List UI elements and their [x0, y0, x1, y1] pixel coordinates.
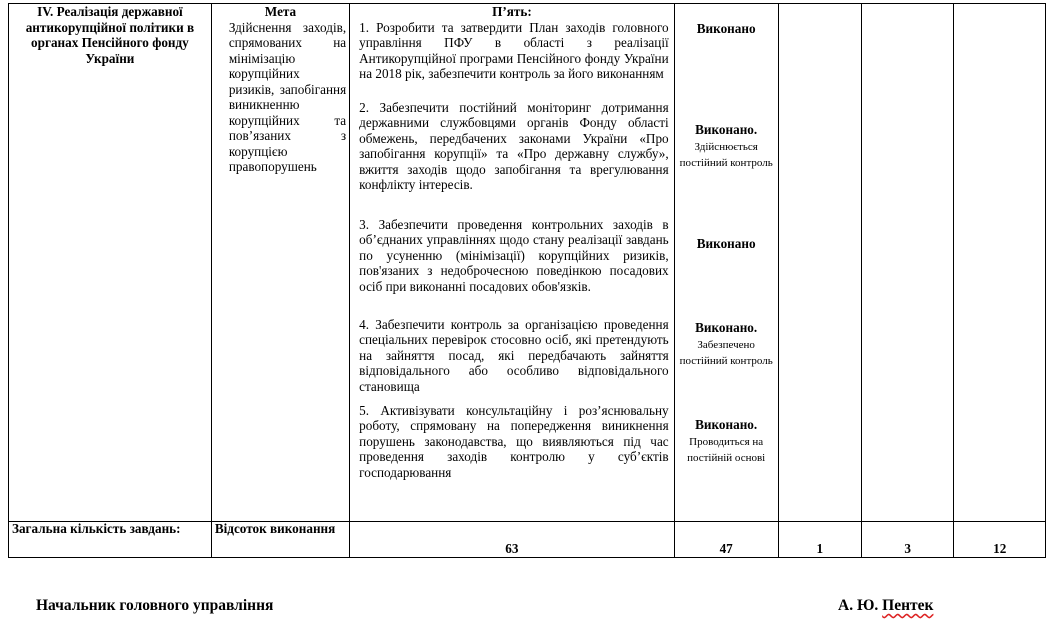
signature-initials: А. Ю. [838, 597, 883, 614]
status-5-detail: Проводиться на постійній основі [687, 436, 766, 464]
total-value-1: 63 [350, 522, 675, 558]
empty-cell-2 [861, 4, 954, 522]
total-label: Загальна кількість завдань: [12, 521, 181, 536]
status-1 [675, 21, 778, 38]
status-3 [675, 236, 778, 253]
signature-name [838, 597, 933, 615]
status-2-main: Виконано. [695, 122, 758, 137]
signature-surname: Пентек [882, 597, 934, 614]
task-2: 2. Забезпечити постійний моніторинг дотримання державними службовцями органів Фонду області обмежень, передбачених законами України «Про запобігання корупції» та «Про державну службу», вжиття заходів щодо запобігання та врегулювання конфлікту інтересів. [359, 99, 669, 192]
total-value-5: 12 [954, 522, 1046, 558]
total-value-4: 3 [861, 522, 954, 558]
section-row [9, 4, 1046, 522]
status-5 [675, 417, 778, 466]
status-2-detail: Здійснюється постійний контроль [679, 141, 773, 169]
signature-position: Начальник головного управління [36, 597, 274, 614]
empty-cell-3 [954, 4, 1046, 522]
totals-row [9, 522, 1046, 558]
empty-cell-1 [778, 4, 861, 522]
status-4 [675, 320, 778, 369]
goal-header: Мета [264, 4, 297, 19]
total-value-3: 1 [778, 522, 861, 558]
total-value-2: 47 [674, 522, 778, 558]
goal-text: Здійснення заходів, спрямованих на мінімізацію корупційних ризиків, запобігання виникненню корупційних та пов’язаних з корупцією правопорушень [228, 19, 347, 174]
task-3: 3. Забезпечити проведення контрольних заходів в об’єднаних управліннях щодо стану реалізації завдань по усуненню (мінімізації) корупційних ризиків, пов'язаних з недоброчесною поведінкою посадових осіб при виконанні посадових обов'язків. [359, 216, 669, 294]
task-5: 5. Активізувати консультаційну і роз’яснювальну роботу, спрямовану на попередження виникнення порушень законодавства, що виявляються під час проведення заходів контролю у суб’єктів господарювання [359, 402, 669, 480]
task-4: 4. Забезпечити контроль за організацією проведення спеціальних перевірок стосовно осіб, які претендують на зайняття посад, які передбачають зайняття відповідального або особливо відповідального становища [359, 316, 669, 394]
tasks-cell [350, 4, 675, 522]
task-1: 1. Розробити та затвердити План заходів головного управління ПФУ в області з реалізації Антикорупційної програми Пенсійного фонду України на 2018 рік, забезпечити контроль за його виконанням [359, 19, 669, 81]
section-title: IV. Реалізація державної антикорупційної політики в органах Пенсійного фонду України [25, 4, 195, 66]
report-table [8, 3, 1046, 558]
tasks-header: П’ять: [492, 4, 532, 19]
percent-label-cell [211, 522, 349, 558]
status-5-main: Виконано. [695, 417, 758, 432]
status-cell [674, 4, 778, 522]
status-2 [675, 122, 778, 171]
percent-label: Відсоток виконання [214, 521, 336, 536]
status-4-main: Виконано. [695, 320, 758, 335]
section-title-cell [9, 4, 212, 522]
status-4-detail: Забезпечено постійний контроль [679, 339, 773, 367]
goal-cell [211, 4, 349, 522]
total-label-cell [9, 522, 212, 558]
status-3-main: Виконано [696, 236, 756, 251]
status-1-main: Виконано [696, 21, 756, 36]
